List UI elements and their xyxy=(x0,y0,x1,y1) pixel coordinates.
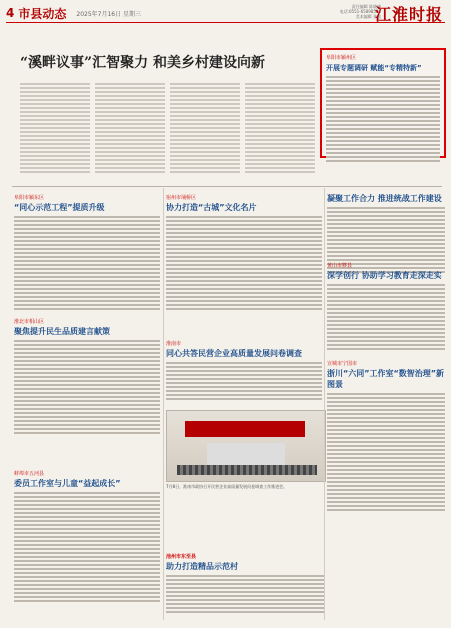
main-article-col-2 xyxy=(95,80,165,175)
main-article-col-4 xyxy=(245,80,315,175)
featured-body xyxy=(326,76,440,162)
main-headline: “溪畔议事”汇智聚力 和美乡村建设向新 xyxy=(20,55,265,71)
editor-info: 责任编辑 陈晓康 电话:0551-65898585 美术编辑 张敏 xyxy=(339,4,381,19)
divider xyxy=(12,186,442,187)
audience xyxy=(177,465,317,475)
left-article-1 xyxy=(14,194,160,312)
left2-title: 聚焦提升民生品质建言献策 xyxy=(14,327,110,336)
bottom-center-title: 助力打造精品示范村 xyxy=(166,562,238,571)
left2-kicker: 淮北市相山区 xyxy=(14,319,45,325)
event-photo xyxy=(166,410,326,482)
right-lower-kicker: 黄山市黟县 xyxy=(327,263,353,269)
column-rule xyxy=(324,188,325,620)
right-mid-title: 凝聚工作合力 推进统战工作建设 xyxy=(327,194,442,203)
right-bottom-kicker: 宣城市宁国市 xyxy=(327,361,358,367)
middle-title: 协力打造“古城”文化名片 xyxy=(166,203,257,212)
main-article-col-1 xyxy=(20,80,90,175)
stage-banner xyxy=(185,421,305,437)
featured-kicker: 阜阳市颍州区 xyxy=(326,55,357,61)
middle-kicker: 宿州市埇桥区 xyxy=(166,195,197,201)
left-article-2 xyxy=(14,318,160,436)
left1-kicker: 阜阳市颍东区 xyxy=(14,195,45,201)
issue-date: 2025年7月16日 星期三 xyxy=(76,10,142,18)
left3-kicker: 蚌埠市五河县 xyxy=(14,471,45,477)
right-bottom-article xyxy=(327,360,445,513)
middle-article xyxy=(166,194,322,312)
center-kicker: 淮南市 xyxy=(166,341,182,347)
masthead: 江淮时报 xyxy=(374,5,443,24)
bottom-center-kicker: 池州市东至县 xyxy=(166,554,197,560)
section-title: 市县动态 xyxy=(18,6,67,21)
page-number: 4 xyxy=(6,6,15,20)
photo-caption: 7月8日，淮南市政协召开民营企业高质量发展问卷调查工作推进会。 xyxy=(166,484,288,489)
featured-article-box xyxy=(320,48,446,158)
left-article-3 xyxy=(14,470,160,604)
right-bottom-title: 浙川“六同”工作室“数智治理”新图景 xyxy=(327,369,445,389)
featured-title: 开展专题调研 赋能“专精特新” xyxy=(326,64,422,72)
main-article-col-3 xyxy=(170,80,240,175)
center-main-article xyxy=(166,340,322,402)
center-title: 同心共答民营企业高质量发展问卷调查 xyxy=(166,349,302,358)
bottom-center-article xyxy=(166,553,324,615)
right-lower-article xyxy=(327,262,445,352)
left3-title: 委员工作室与儿童“益起成长” xyxy=(14,479,121,488)
right-lower-title: 深学创行 协助学习教育走深走实 xyxy=(327,271,442,280)
left1-title: “同心示范工程”提质升级 xyxy=(14,203,105,212)
column-rule xyxy=(163,188,164,620)
